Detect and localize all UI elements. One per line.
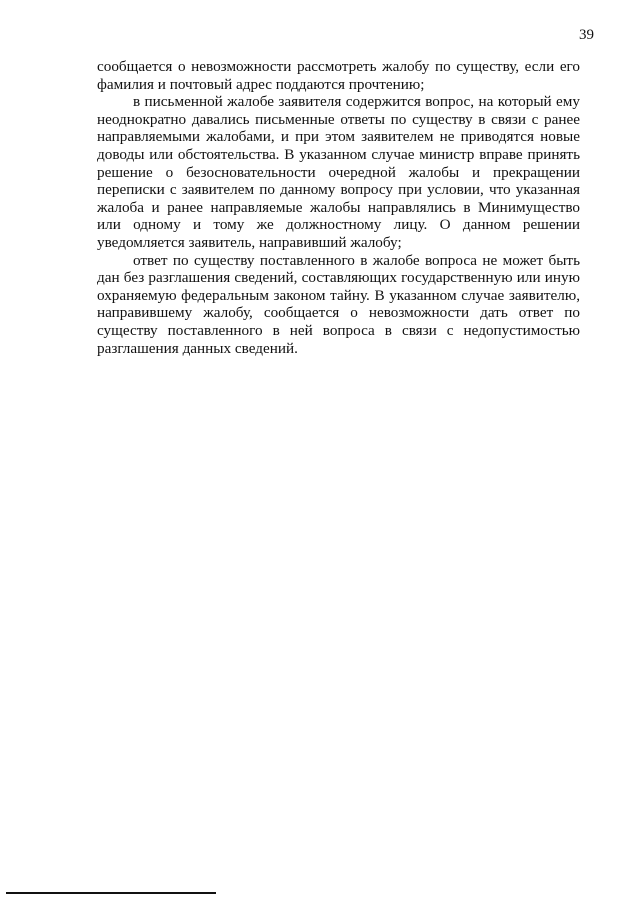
paragraph-state-secret: ответ по существу поставленного в жалобе вопроса не может быть дан без разглашения сведений, составляющих государственную или иную охраняемую федеральным законом тайну. В указанном случае заявителю, направившему жалобу, сообщается о невозможности дать ответ по существу поставленного в ней вопроса в связи с недопустимостью разглашения данных сведений. xyxy=(97,251,580,357)
paragraph-repeated-complaint: в письменной жалобе заявителя содержится вопрос, на который ему неоднократно давались письменные ответы по существу в связи с ранее направляемыми жалобами, и при этом заявителем не приводятся новые доводы или обстоятельства. В указанном случае министр вправе принять решение о безосновательности очередной жалобы и прекращении переписки с заявителем по данному вопросу при условии, что указанная жалоба и ранее направляемые жалобы направлялись в Минимущество или одному и тому же должностному лицу. О данном решении уведомляется заявитель, направивший жалобу; xyxy=(97,93,580,251)
page-number: 39 xyxy=(579,27,594,43)
paragraph-continuation: сообщается о невозможности рассмотреть жалобу по существу, если его фамилия и почтовый адрес поддаются прочтению; xyxy=(97,58,580,93)
document-body xyxy=(97,58,580,357)
footer-rule xyxy=(6,892,216,894)
